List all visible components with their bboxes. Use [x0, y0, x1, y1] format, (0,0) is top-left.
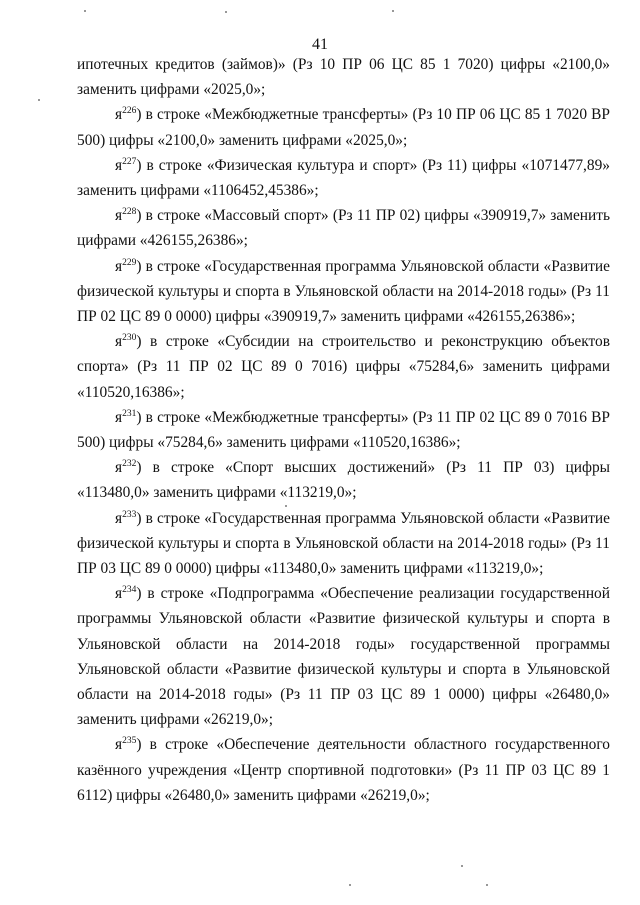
- item-number: 227: [122, 156, 137, 167]
- scan-speck: [225, 11, 227, 13]
- paragraph-item-233: [77, 506, 610, 582]
- item-letter: я: [115, 333, 123, 351]
- item-letter: я: [115, 585, 123, 603]
- paragraph-text: ) в строке «Межбюджетные трансферты» (Рз 10 ПР 06 ЦС 85 1 7020 ВР 500) цифры «2100,0» заменить цифрами «2025,0»;: [77, 106, 610, 149]
- item-letter: я: [115, 408, 123, 426]
- scan-speck: [349, 884, 351, 886]
- paragraph-text: ) в строке «Массовый спорт» (Рз 11 ПР 02) цифры «390919,7» заменить цифрами «426155,26386»;: [77, 207, 610, 250]
- paragraph-text: ) в строке «Субсидии на строительство и реконструкцию объектов спорта» (Рз 11 ПР 02 ЦС 89 0 7016) цифры «75284,6» заменить цифрами «110520,16386»;: [77, 333, 610, 401]
- item-number: 230: [122, 333, 137, 344]
- paragraph-text: ) в строке «Подпрограмма «Обеспечение реализации государственной программы Ульяновской области «Развитие физической культуры и спорта в Ульяновской области на 2014-2018 годы» государственной программы Ульяновской области «Развитие физической культуры и спорта в Ульяновской области на 2014-2018 годы» (Рз 11 ПР 03 ЦС 89 1 0000) цифры «26480,0» заменить цифрами «26219,0»;: [77, 585, 610, 729]
- item-number: 235: [122, 736, 137, 747]
- page-number: 41: [312, 36, 328, 53]
- item-letter: я: [115, 156, 123, 174]
- item-number: 229: [122, 257, 137, 268]
- item-number: 233: [122, 509, 137, 520]
- paragraph-item-227: [77, 153, 610, 203]
- document-body: [77, 52, 610, 808]
- paragraph-item-235: [77, 732, 610, 808]
- item-number: 234: [122, 585, 137, 596]
- paragraph-item-226: [77, 102, 610, 152]
- item-letter: я: [115, 459, 123, 477]
- paragraph-item-229: [77, 254, 610, 330]
- paragraph-text: ) в строке «Обеспечение деятельности областного государственного казённого учреждения «Центр спортивной подготовки» (Рз 11 ПР 03 ЦС 89 1 6112) цифры «26480,0» заменить цифрами «26219,0»;: [77, 736, 610, 804]
- item-letter: я: [115, 257, 123, 275]
- scan-speck: [84, 10, 86, 12]
- scan-speck: [285, 505, 287, 507]
- item-number: 232: [122, 459, 137, 470]
- item-letter: я: [115, 207, 123, 225]
- item-number: 226: [122, 106, 137, 117]
- item-letter: я: [115, 736, 123, 754]
- paragraph-text: ) в строке «Государственная программа Ульяновской области «Развитие физической культуры и спорта в Ульяновской области на 2014-2018 годы» (Рз 11 ПР 03 ЦС 89 0 0000) цифры «113480,0» заменить цифрами «113219,0»;: [77, 509, 610, 578]
- paragraph-continuation: [77, 52, 610, 102]
- paragraph-item-232: [77, 455, 610, 505]
- scan-speck: [486, 884, 488, 886]
- scan-speck: [461, 865, 463, 867]
- paragraph-item-231: [77, 405, 610, 455]
- paragraph-item-230: [77, 329, 610, 405]
- item-letter: я: [115, 509, 123, 527]
- scan-speck: [38, 99, 40, 101]
- paragraph-text: ипотечных кредитов (займов)» (Рз 10 ПР 06 ЦС 85 1 7020) цифры «2100,0» заменить цифрами «2025,0»;: [77, 56, 610, 99]
- paragraph-text: ) в строке «Государственная программа Ульяновской области «Развитие физической культуры и спорта в Ульяновской области на 2014-2018 годы» (Рз 11 ПР 02 ЦС 89 0 0000) цифры «390919,7» заменить цифрами «426155,26386»;: [77, 257, 610, 326]
- item-number: 231: [122, 408, 137, 419]
- paragraph-text: ) в строке «Физическая культура и спорт» (Рз 11) цифры «1071477,89» заменить цифрами «1106452,45386»;: [77, 156, 610, 200]
- paragraph-text: ) в строке «Спорт высших достижений» (Рз 11 ПР 03) цифры «113480,0» заменить цифрами «113219,0»;: [77, 459, 610, 502]
- paragraph-text: ) в строке «Межбюджетные трансферты» (Рз 11 ПР 02 ЦС 89 0 7016 ВР 500) цифры «75284,6» заменить цифрами «110520,16386»;: [77, 408, 610, 452]
- paragraph-item-228: [77, 203, 610, 253]
- scan-speck: [392, 10, 394, 12]
- item-letter: я: [115, 106, 123, 124]
- item-number: 228: [122, 207, 137, 218]
- paragraph-item-234: [77, 581, 610, 732]
